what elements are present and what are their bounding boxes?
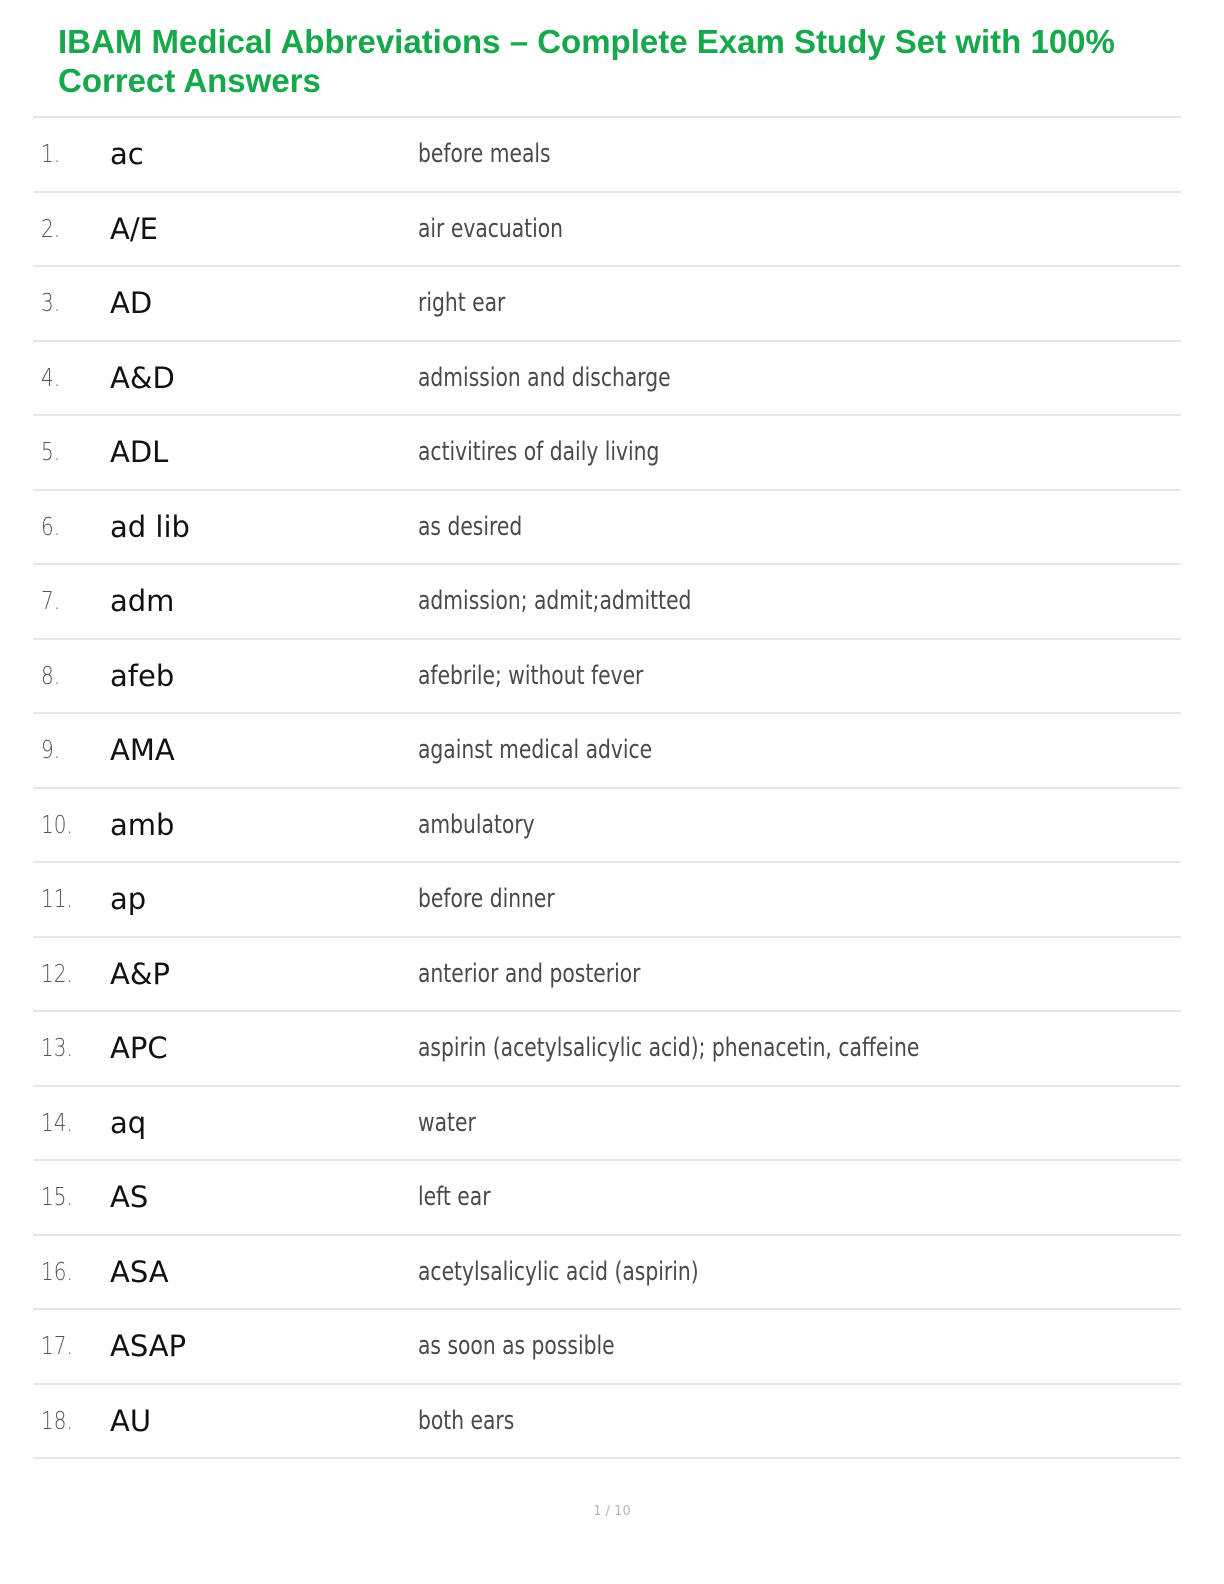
card-term: amb <box>110 807 175 842</box>
card-term: ac <box>110 137 144 171</box>
card-number: 11. <box>41 884 73 913</box>
card-definition: before dinner <box>418 884 555 914</box>
card-number: 5. <box>41 437 61 466</box>
flashcard-row <box>33 491 1181 566</box>
flashcard-row <box>33 193 1181 268</box>
card-number: 8. <box>41 660 61 690</box>
card-definition: both ears <box>418 1405 515 1436</box>
card-definition: left ear <box>418 1182 491 1212</box>
card-term: aq <box>110 1105 147 1140</box>
card-definition: as soon as possible <box>418 1331 615 1361</box>
card-number: 17. <box>41 1331 73 1360</box>
card-term: ASA <box>110 1254 169 1289</box>
card-definition: against medical advice <box>418 735 653 765</box>
card-number: 13. <box>41 1033 73 1062</box>
card-number: 14. <box>41 1107 73 1137</box>
flashcard-row <box>33 789 1181 864</box>
card-term: APC <box>110 1031 168 1065</box>
flashcard-row <box>33 863 1181 938</box>
card-definition: afebrile; without fever <box>418 660 644 691</box>
card-definition: air evacuation <box>418 213 564 244</box>
flashcard-row <box>33 938 1181 1013</box>
card-number: 7. <box>41 586 61 615</box>
card-number: 1. <box>41 139 61 168</box>
flashcard-row <box>33 267 1181 342</box>
card-number: 18. <box>41 1405 73 1435</box>
card-term: ADL <box>110 435 169 469</box>
card-term: afeb <box>110 658 175 693</box>
card-definition: activitires of daily living <box>418 437 660 467</box>
card-number: 2. <box>41 213 61 243</box>
flashcard-list <box>33 116 1181 1459</box>
card-definition: water <box>418 1107 476 1138</box>
card-term: A/E <box>110 211 158 246</box>
card-number: 9. <box>41 735 61 764</box>
card-term: A&D <box>110 360 175 395</box>
flashcard-row <box>33 1161 1181 1236</box>
flashcard-row <box>33 118 1181 193</box>
card-number: 6. <box>41 511 61 541</box>
flashcard-row <box>33 342 1181 417</box>
card-number: 10. <box>41 809 73 839</box>
card-term: ad lib <box>110 509 190 544</box>
card-term: ASAP <box>110 1329 187 1363</box>
card-definition: aspirin (acetylsalicylic acid); phenacetin, caffeine <box>418 1033 920 1063</box>
flashcard-row <box>33 1087 1181 1162</box>
card-term: A&P <box>110 956 170 991</box>
flashcard-row <box>33 1236 1181 1311</box>
flashcard-row <box>33 640 1181 715</box>
flashcard-row <box>33 714 1181 789</box>
page-indicator: 1 / 10 <box>593 1504 631 1519</box>
card-term: ap <box>110 882 147 916</box>
flashcard-row <box>33 565 1181 640</box>
card-term: adm <box>110 584 175 618</box>
card-number: 15. <box>41 1182 73 1211</box>
card-number: 16. <box>41 1256 73 1286</box>
card-definition: right ear <box>418 288 506 318</box>
flashcard-row <box>33 1310 1181 1385</box>
card-definition: anterior and posterior <box>418 958 641 989</box>
card-number: 4. <box>41 362 61 392</box>
card-number: 12. <box>41 958 73 988</box>
card-number: 3. <box>41 288 61 317</box>
card-definition: admission; admit;admitted <box>418 586 692 616</box>
card-definition: as desired <box>418 511 523 542</box>
flashcard-row <box>33 1012 1181 1087</box>
card-term: AD <box>110 286 153 320</box>
card-definition: ambulatory <box>418 809 535 840</box>
card-definition: before meals <box>418 139 551 169</box>
flashcard-row <box>33 1385 1181 1460</box>
card-definition: acetylsalicylic acid (aspirin) <box>418 1256 699 1287</box>
card-term: AU <box>110 1403 152 1438</box>
flashcard-row <box>33 416 1181 491</box>
card-definition: admission and discharge <box>418 362 671 393</box>
card-term: AS <box>110 1180 149 1214</box>
card-term: AMA <box>110 733 175 767</box>
document-title: IBAM Medical Abbreviations – Complete Exam Study Set with 100% Correct Answers <box>58 23 1115 99</box>
